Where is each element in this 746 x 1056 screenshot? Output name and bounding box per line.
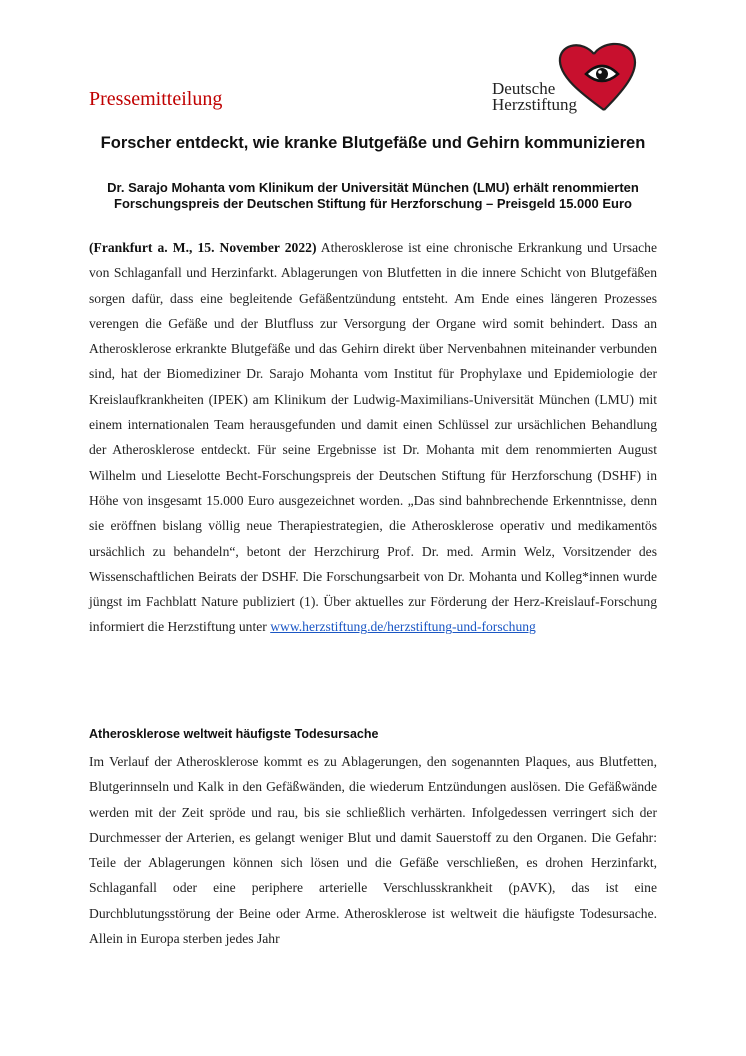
section-heading: Atherosklerose weltweit häufigste Todesursache — [89, 727, 379, 741]
dateline: (Frankfurt a. M., 15. November 2022) — [89, 240, 317, 255]
logo-line-1: Deutsche — [492, 79, 556, 98]
subheadline: Dr. Sarajo Mohanta vom Klinikum der Universität München (LMU) erhält renommierten Forschungspreis der Deutschen Stiftung für Herzforschung – Preisgeld 15.000 Euro — [107, 180, 639, 211]
herzstiftung-logo — [490, 40, 660, 116]
headline: Forscher entdeckt, wie kranke Blutgefäße und Gehirn kommunizieren — [100, 134, 646, 152]
body-paragraph-2: Im Verlauf der Atherosklerose kommt es zu Ablagerungen, den sogenannten Plaques, aus Blutfetten, Blutgerinnseln und Kalk in den Gefäßwänden, die wiederum Entzündungen auslösen. Die Gefäßwände werden mit der Zeit spröde und rau, bis sie schließlich verhärten. Infolgedessen verringert sich der Durchmesser der Arterien, es gelangt weniger Blut und damit Sauerstoff zu den Organen. Die Gefahr: Teile der Ablagerungen können sich lösen und die Gefäße verschließen, es drohen Herzinfarkt, Schlaganfall oder eine periphere arterielle Verschlusskrankheit (pAVK), das ist eine Durchblutungsstörung der Beine oder Arme. Atherosklerose ist weltweit die häufigste Todesursache. Allein in Europa sterben jedes Jahr — [89, 754, 657, 947]
herzstiftung-research-link[interactable]: www.herzstiftung.de/herzstiftung-und-forschung — [270, 619, 536, 635]
document-type-label: Pressemitteilung — [89, 88, 223, 110]
logo-line-2: Herzstiftung — [492, 95, 577, 114]
body-paragraph-1 — [89, 235, 657, 640]
paragraph-1-text: Atherosklerose ist eine chronische Erkrankung und Ursache von Schlaganfall und Herzinfarkt. Ablagerungen von Blutfetten in die innere Schicht von Blutgefäßen sorgen dafür, dass eine begleitende Gefäßentzündung entsteht. Am Ende eines längeren Prozesses verengen die Gefäße und der Blutfluss zur Versorgung der Organe wird somit behindert. Dass an Atherosklerose erkrankte Blutgefäße und das Gehirn direkt über Nervenbahnen miteinander verbunden sind, hat der Biomediziner Dr. Sarajo Mohanta vom Institut für Prophylaxe und Epidemiologie der Kreislaufkrankheiten (IPEK) am Klinikum der Ludwig-Maximilians-Universität München (LMU) mit einem internationalen Team herausgefunden und damit einen Schlüssel zur ursächlichen Behandlung der Atherosklerose entdeckt. Für seine Ergebnisse ist Dr. Mohanta mit dem renommierten August Wilhelm und Lieselotte Becht-Forschungspreis der Deutschen Stiftung für Herzforschung (DSHF) in Höhe von insgesamt 15.000 Euro ausgezeichnet worden. „Das sind bahnbrechende Erkenntnisse, denn sie eröffnen bislang völlig neue Therapiestrategien, die Atherosklerose operativ und medikamentös ursächlich zu behandeln“, betont der Herzchirurg Prof. Dr. med. Armin Welz, Vorsitzender des Wissenschaftlichen Beirats der DSHF. Die Forschungsarbeit von Dr. Mohanta und Kolleg*innen wurde jüngst im Fachblatt Nature publiziert (1). Über aktuelles zur Förderung der Herz-Kreislauf-Forschung informiert die Herzstiftung unter — [89, 240, 657, 635]
